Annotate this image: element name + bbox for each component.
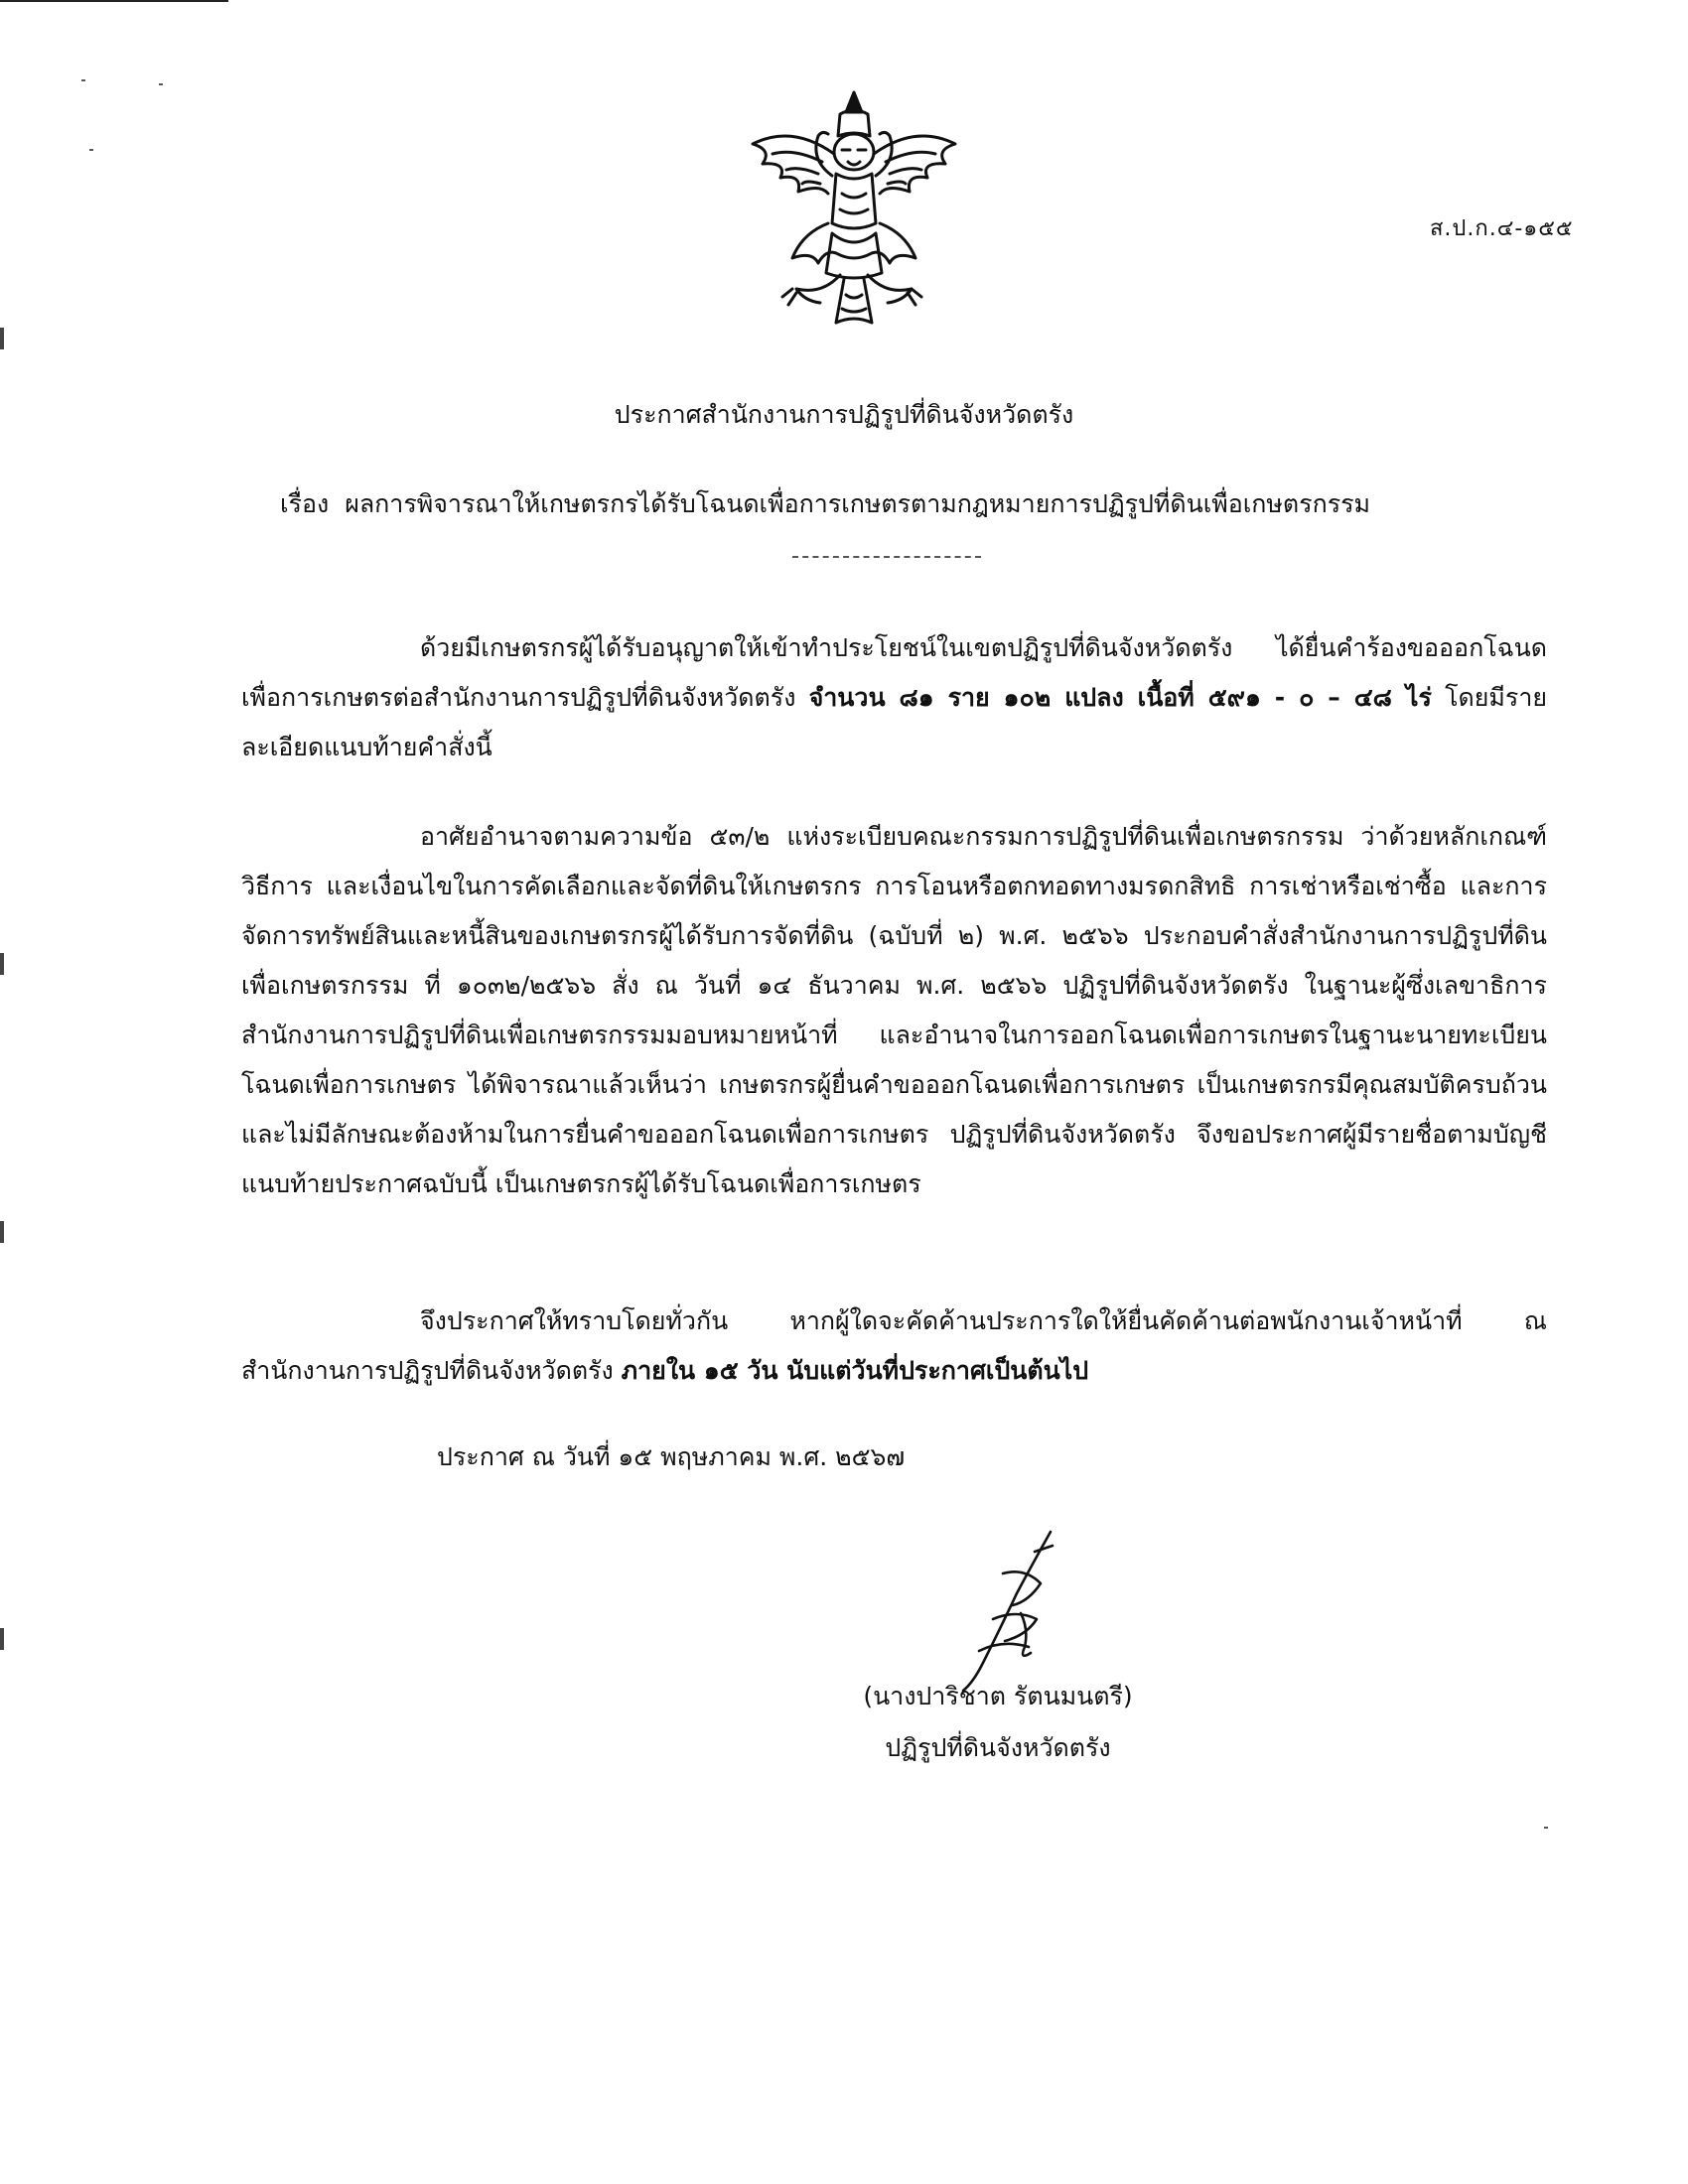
scan-edge-mark xyxy=(0,328,4,349)
signer-position: ปฏิรูปที่ดินจังหวัดตรัง xyxy=(885,1733,1111,1762)
announcement-subject xyxy=(199,484,1569,524)
paragraph-notice xyxy=(241,1297,1547,1396)
document-code: ส.ป.ก.๔-๑๕๕ xyxy=(1430,216,1574,241)
scan-edge-mark xyxy=(0,1221,4,1243)
announcement-title: ประกาศสำนักงานการปฏิรูปที่ดินจังหวัดตรัง xyxy=(614,400,1074,429)
scan-edge-mark xyxy=(0,953,4,975)
paragraph-authority: อาศัยอำนาจตามความข้อ ๕๓/๒ แห่งระเบียบคณะกรรมการปฏิรูปที่ดินเพื่อเกษตรกรรม ว่าด้วยหลักเกณฑ์ วิธีการ และเงื่อนไขในการคัดเลือกและจัดที่ดินให้เกษตรกร การโอนหรือตกทอดทางมรดกสิทธิ การเช่าหรือเช่าซื้อ และการจัดการทรัพย์สินและหนี้สินของเกษตรกรผู้ได้รับการจัดที่ดิน (ฉบับที่ ๒) พ.ศ. ๒๕๖๖ ประกอบคำสั่งสำนักงานการปฏิรูปที่ดินเพื่อเกษตรกรรม ที่ ๑๐๓๒/๒๕๖๖ สั่ง ณ วันที่ ๑๔ ธันวาคม พ.ศ. ๒๕๖๖ ปฏิรูปที่ดินจังหวัดตรัง ในฐานะผู้ซึ่งเลขาธิการสำนักงานการปฏิรูปที่ดินเพื่อเกษตรกรรมมอบหมายหน้าที่ และอำนาจในการออกโฉนดเพื่อการเกษตรในฐานะนายทะเบียนโฉนดเพื่อการเกษตร ได้พิจารณาแล้วเห็นว่า เกษตรกรผู้ยื่นคำขอออกโฉนดเพื่อการเกษตร เป็นเกษตรกรมีคุณสมบัติครบถ้วนและไม่มีลักษณะต้องห้ามในการยื่นคำขอออกโฉนดเพื่อการเกษตร ปฏิรูปที่ดินจังหวัดตรัง จึงขอประกาศผู้มีรายชื่อตามบัญชีแนบท้ายประกาศฉบับนี้ เป็นเกษตรกรผู้ได้รับโฉนดเพื่อการเกษตร xyxy=(241,822,1547,1198)
garuda-emblem-icon xyxy=(733,84,976,338)
paragraph-request-tail: โดยมีรายละเอียดแนบท้ายคำสั่งนี้ xyxy=(241,683,1548,761)
paragraph-request xyxy=(241,623,1547,772)
subject-label: เรื่อง xyxy=(280,489,330,518)
scan-edge-mark xyxy=(0,1628,4,1650)
signer-name: (นางปาริชาต รัตนมนตรี) xyxy=(863,1682,1133,1710)
paragraph-request-text: ด้วยมีเกษตรกรผู้ได้รับอนุญาตให้เข้าทำประโยชน์ในเขตปฏิรูปที่ดินจังหวัดตรัง ได้ยื่นคำร้องขอออกโฉนดเพื่อการเกษตรต่อสำนักงานการปฏิรูปที่ดินจังหวัดตรัง xyxy=(241,633,1547,712)
scan-speck xyxy=(159,83,163,85)
signer-block xyxy=(834,1671,1162,1774)
scan-speck xyxy=(1544,1827,1548,1829)
scan-speck xyxy=(89,149,93,151)
subject-text: ผลการพิจารณาให้เกษตรกรได้รับโฉนดเพื่อการเกษตรตามกฎหมายการปฏิรูปที่ดินเพื่อเกษตรกรรม xyxy=(345,489,1371,518)
paragraph-notice-deadline: ภายใน ๑๕ วัน นับแต่วันที่ประกาศเป็นต้นไป xyxy=(621,1356,1089,1385)
scan-artifact-line xyxy=(0,0,228,2)
title-divider xyxy=(792,556,981,558)
paragraph-notice-text: จึงประกาศให้ทราบโดยทั่วกัน หากผู้ใดจะคัดค้านประการใดให้ยื่นคัดค้านต่อพนักงานเจ้าหน้าที่ ณ สำนักงานการปฏิรูปที่ดินจังหวัดตรัง xyxy=(241,1306,1547,1385)
paragraph-request-amount: จำนวน ๘๑ ราย ๑๐๒ แปลง เนื้อที่ ๕๙๑ - ๐ – ๔๘ ไร่ xyxy=(808,683,1432,712)
scan-speck xyxy=(81,79,85,81)
announcement-date: ประกาศ ณ วันที่ ๑๕ พฤษภาคม พ.ศ. ๒๕๖๗ xyxy=(437,1442,906,1471)
